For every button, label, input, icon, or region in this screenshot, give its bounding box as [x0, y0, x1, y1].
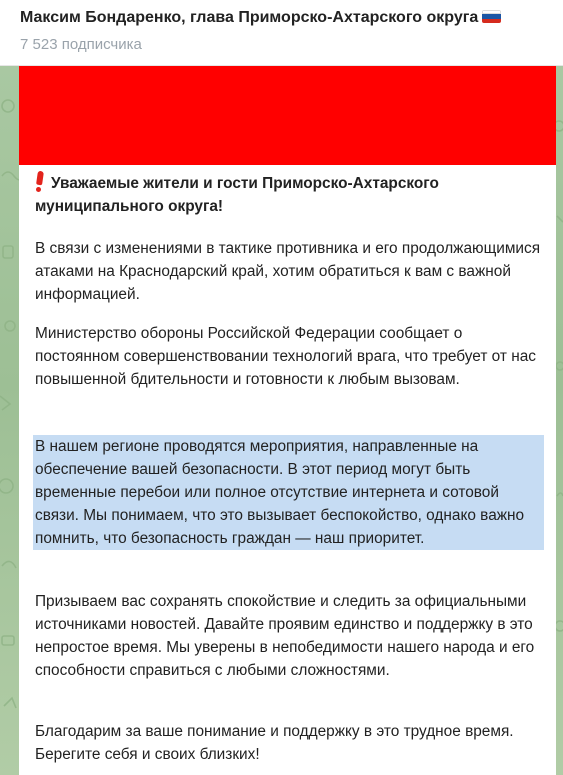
message-heading-text: Уважаемые жители и гости Приморско-Ахтарского муниципального округа! — [35, 175, 439, 215]
channel-title[interactable] — [20, 9, 501, 27]
message-image[interactable] — [19, 66, 556, 165]
message-paragraph-1: В связи с изменениями в тактике противника и его продолжающимися атаками на Краснодарский край, хотим обратиться к вам с важной информацией. — [35, 240, 541, 303]
message-paragraph-5: Благодарим за ваше понимание и поддержку в это трудное время. Берегите себя и своих близких! — [35, 723, 514, 763]
message-heading — [35, 171, 545, 218]
message-bubble[interactable] — [19, 66, 556, 775]
chat-background — [0, 66, 563, 775]
message-paragraph-4: Призываем вас сохранять спокойствие и следить за официальными источниками новостей. Давайте проявим единство и поддержку в это непростое время. Мы уверены в непобедимости нашего народа и его способности справиться с любыми сложностями. — [35, 593, 535, 679]
subscriber-count: 7 523 подписчика — [20, 36, 142, 53]
message-paragraph-3-selected: В нашем регионе проводятся мероприятия, направленные на обеспечение вашей безопасности. В этот период могут быть временные перебои или полное отсутствие интернета и сотовой связи. Мы понимаем, что это вызывает беспокойство, однако важно помнить, что безопасность граждан — наш приоритет. — [33, 435, 544, 550]
chat-header[interactable] — [0, 0, 563, 66]
exclamation-icon — [35, 171, 45, 191]
channel-title-text: Максим Бондаренко, глава Приморско-Ахтарского округа — [20, 9, 479, 26]
russia-flag-icon — [482, 10, 501, 23]
message-paragraph-2: Министерство обороны Российской Федерации сообщает о постоянном совершенствовании технологий врага, что требует от нас повышенной бдительности и готовности к любым вызовам. — [35, 325, 536, 388]
